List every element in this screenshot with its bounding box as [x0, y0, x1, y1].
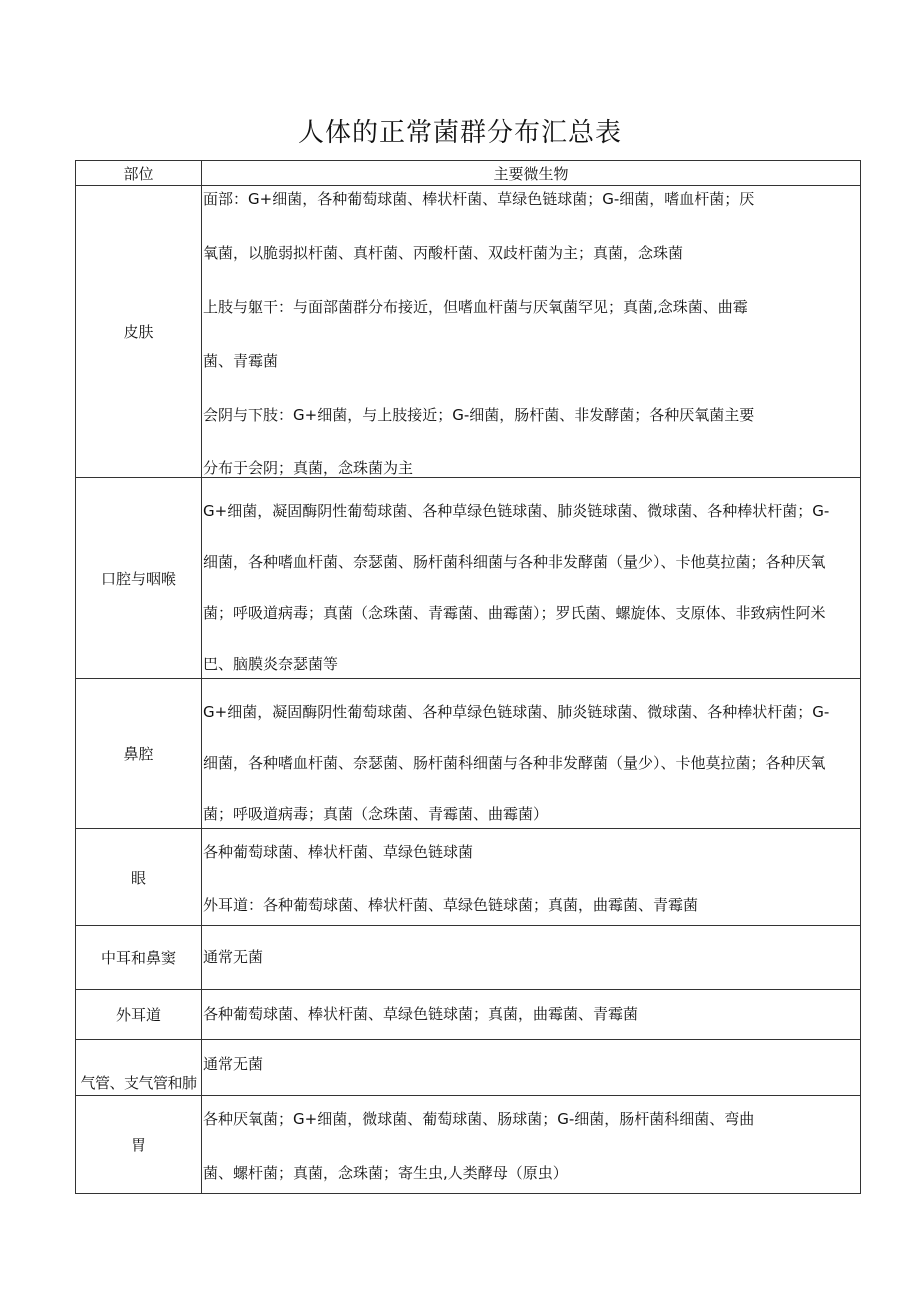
header-part: 部位 [76, 161, 202, 186]
microbe-line: 菌、螺杆菌；真菌，念珠菌；寄生虫,人类酵母（原虫） [203, 1164, 568, 1182]
microbe-line: 各种厌氧菌；G+细菌，微球菌、葡萄球菌、肠球菌；G-细菌，肠杆菌科细菌、弯曲 [203, 1110, 755, 1128]
table-row [76, 679, 861, 829]
microbe-table [75, 160, 861, 1194]
table-row [76, 1040, 861, 1096]
table-header-row [76, 161, 861, 186]
row-microbes [202, 1040, 861, 1096]
row-microbes [202, 478, 861, 679]
row-microbes [202, 926, 861, 990]
row-part: 口腔与咽喉 [76, 478, 202, 679]
microbe-line: 上肢与躯干：与面部菌群分布接近，但嗜血杆菌与厌氧菌罕见；真菌,念珠菌、曲霉 [203, 298, 748, 316]
table-row [76, 829, 861, 926]
microbe-line: 面部：G+细菌，各种葡萄球菌、棒状杆菌、草绿色链球菌；G-细菌，嗜血杆菌；厌 [203, 190, 755, 208]
microbe-line: 细菌，各种嗜血杆菌、奈瑟菌、肠杆菌科细菌与各种非发酵菌（量少）、卡他莫拉菌；各种厌氧 [203, 553, 826, 571]
table-row [76, 990, 861, 1040]
microbe-line: 各种葡萄球菌、棒状杆菌、草绿色链球菌 [203, 843, 474, 861]
microbe-line: 通常无菌 [203, 1055, 264, 1073]
header-microbes: 主要微生物 [202, 161, 861, 186]
microbe-line: 细菌，各种嗜血杆菌、奈瑟菌、肠杆菌科细菌与各种非发酵菌（量少）、卡他莫拉菌；各种厌氧 [203, 754, 826, 772]
microbe-line: 会阴与下肢：G+细菌，与上肢接近；G-细菌，肠杆菌、非发酵菌；各种厌氧菌主要 [203, 406, 755, 424]
row-part: 胃 [76, 1096, 202, 1194]
row-part: 气管、支气管和肺 [76, 1040, 202, 1096]
row-part: 外耳道 [76, 990, 202, 1040]
microbe-line: 分布于会阴；真菌，念珠菌为主 [203, 459, 414, 477]
microbe-line: G+细菌，凝固酶阴性葡萄球菌、各种草绿色链球菌、肺炎链球菌、微球菌、各种棒状杆菌；G- [203, 502, 830, 520]
table-row [76, 1096, 861, 1194]
table-row [76, 926, 861, 990]
microbe-line: 菌；呼吸道病毒；真菌（念珠菌、青霉菌、曲霉菌） [203, 805, 549, 823]
row-microbes [202, 679, 861, 829]
microbe-line: 氧菌，以脆弱拟杆菌、真杆菌、丙酸杆菌、双歧杆菌为主；真菌，念珠菌 [203, 244, 684, 262]
row-part: 眼 [76, 829, 202, 926]
row-microbes [202, 1096, 861, 1194]
table-row [76, 478, 861, 679]
microbe-line: 巴、脑膜炎奈瑟菌等 [203, 655, 339, 673]
table-row [76, 186, 861, 478]
row-part: 皮肤 [76, 186, 202, 478]
microbe-line: 菌；呼吸道病毒；真菌（念珠菌、青霉菌、曲霉菌）；罗氏菌、螺旋体、支原体、非致病性阿米 [203, 604, 826, 622]
microbe-line: 菌、青霉菌 [203, 352, 279, 370]
microbe-line: 外耳道：各种葡萄球菌、棒状杆菌、草绿色链球菌；真菌，曲霉菌、青霉菌 [203, 896, 699, 914]
page-title: 人体的正常菌群分布汇总表 [297, 118, 622, 148]
microbe-line: 各种葡萄球菌、棒状杆菌、草绿色链球菌；真菌，曲霉菌、青霉菌 [203, 1005, 639, 1023]
row-microbes [202, 990, 861, 1040]
row-microbes [202, 829, 861, 926]
row-part: 鼻腔 [76, 679, 202, 829]
row-part: 中耳和鼻窦 [76, 926, 202, 990]
microbe-line: G+细菌，凝固酶阴性葡萄球菌、各种草绿色链球菌、肺炎链球菌、微球菌、各种棒状杆菌；G- [203, 703, 830, 721]
microbe-line: 通常无菌 [203, 948, 264, 966]
row-microbes [202, 186, 861, 478]
